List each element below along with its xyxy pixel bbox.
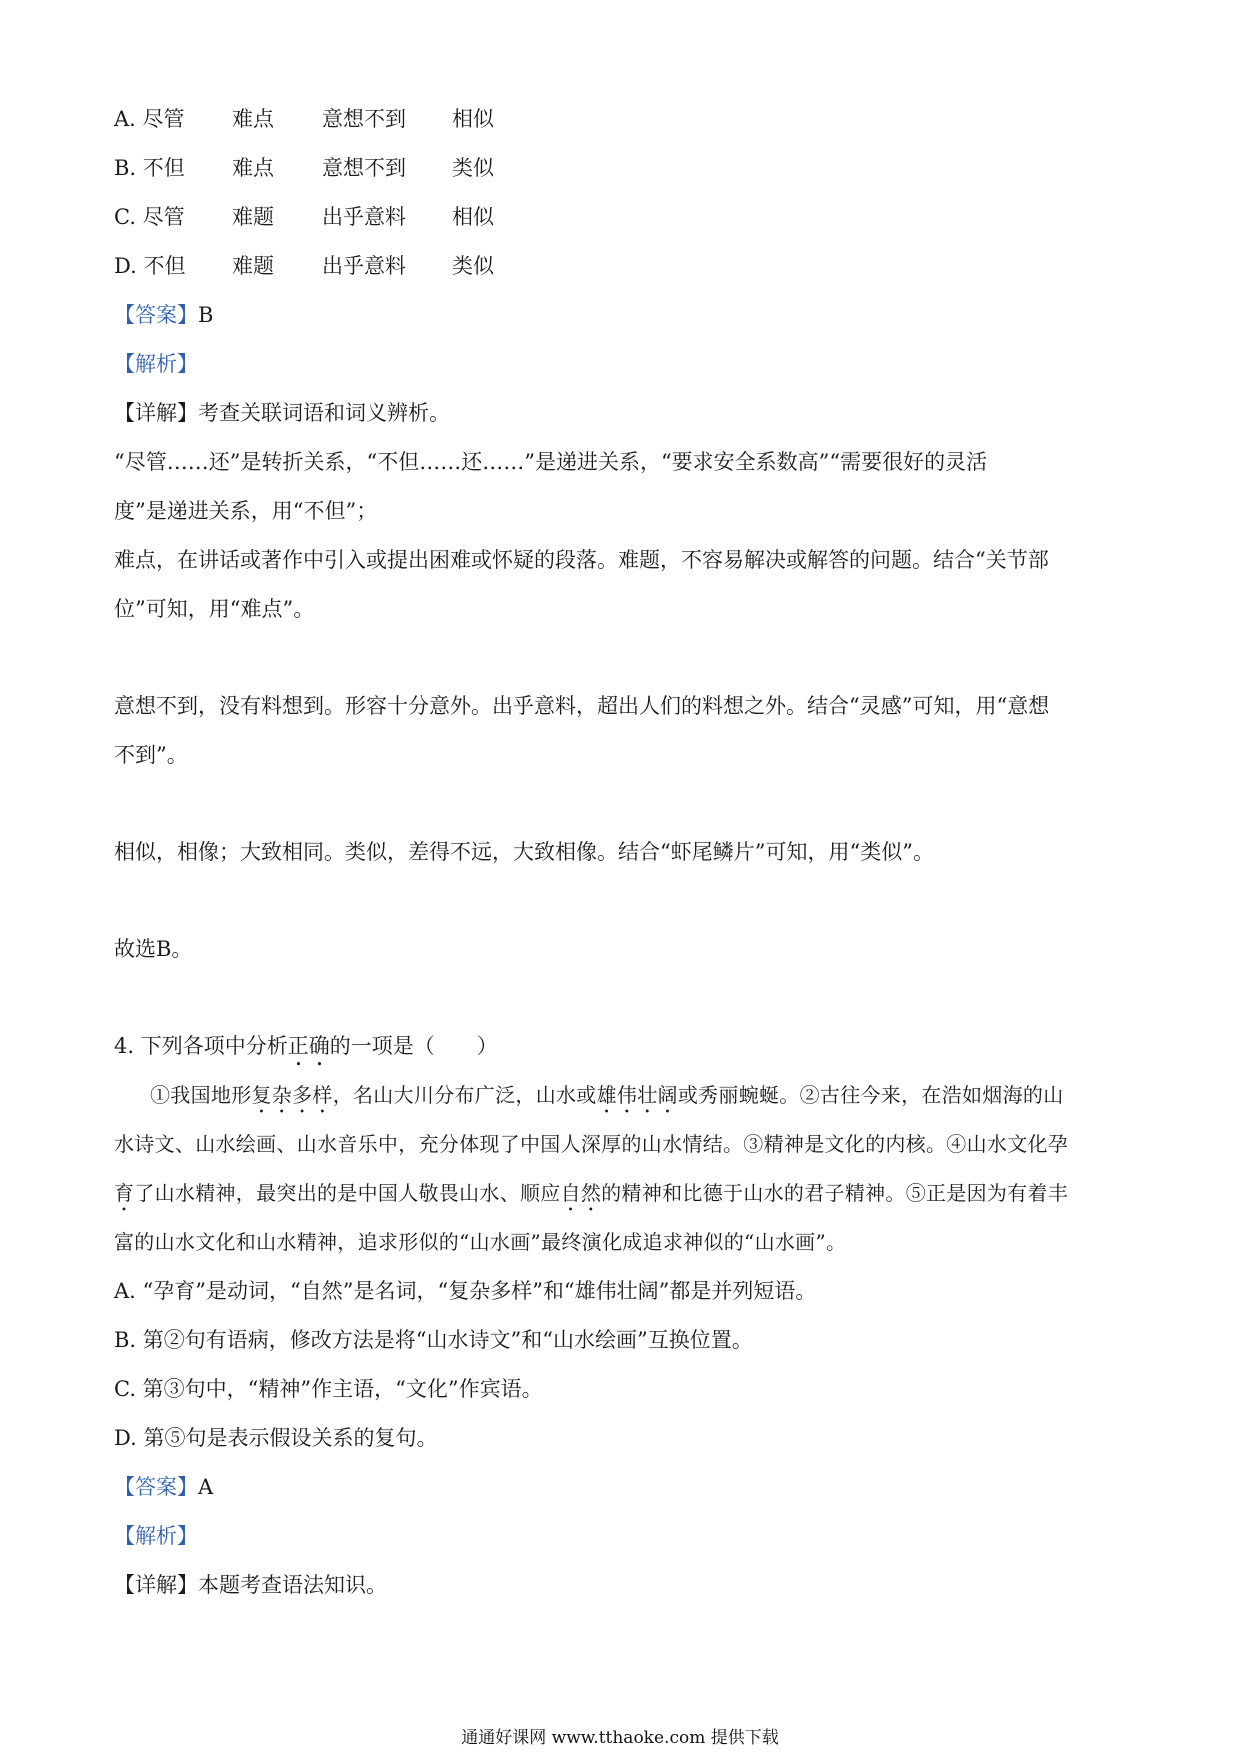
analysis-line (114, 349, 198, 379)
analysis-tag: 【解析】 (114, 1524, 198, 1548)
explanation-line: 不到”。 (114, 743, 188, 767)
analysis-line (114, 1521, 198, 1551)
explanation-line: 难点，在讲话或著作中引入或提出困难或怀疑的段落。难题，不容易解决或解答的问题。结合“关节部 (114, 548, 1049, 572)
answer-value: B (198, 303, 214, 327)
passage-line: ①我国地形复杂多样，名山大川分布广泛，山水或雄伟壮阔或秀丽蜿蜒。②古往今来，在浩如烟海的山 (150, 1083, 1064, 1107)
explanation-line: 意想不到，没有料想到。形容十分意外。出乎意料，超出人们的料想之外。结合“灵感”可知，用“意想 (114, 694, 1050, 718)
detail-tag: 【详解】 (114, 401, 198, 425)
page-footer: 通通好课网 www.tthaoke.com 提供下载 (461, 1728, 779, 1748)
option-a: A. 尽管 难点 意想不到 相似 (114, 107, 494, 131)
option-d: D. 不但 难题 出乎意料 类似 (114, 254, 494, 278)
option-b: B. 第②句有语病，修改方法是将“山水诗文”和“山水绘画”互换位置。 (114, 1328, 753, 1352)
explanation-line: 度”是递进关系，用“不但”； (114, 499, 378, 523)
option-b: B. 不但 难点 意想不到 类似 (114, 156, 494, 180)
analysis-tag: 【解析】 (114, 352, 198, 376)
answer-tag: 【答案】 (114, 303, 198, 327)
option-a: A. “孕育”是动词，“自然”是名词，“复杂多样”和“雄伟壮阔”都是并列短语。 (114, 1279, 817, 1303)
option-c: C. 第③句中，“精神”作主语，“文化”作宾语。 (114, 1377, 543, 1401)
answer-tag: 【答案】 (114, 1475, 198, 1499)
question-4-stem: 4. 下列各项中分析正确的一项是（ ） (114, 1034, 498, 1058)
option-d: D. 第⑤句是表示假设关系的复句。 (114, 1426, 438, 1450)
detail-tag: 【详解】 (114, 1573, 198, 1597)
option-c: C. 尽管 难题 出乎意料 相似 (114, 205, 494, 229)
answer-line (114, 1472, 213, 1502)
explanation-line: 位”可知，用“难点”。 (114, 597, 315, 621)
detail-line: 【详解】考查关联词语和词义辨析。 (114, 401, 450, 425)
answer-line (114, 300, 213, 330)
detail-line: 【详解】本题考查语法知识。 (114, 1573, 387, 1597)
passage-line: 育了山水精神，最突出的是中国人敬畏山水、顺应自然的精神和比德于山水的君子精神。⑤正是因为有着丰 (114, 1181, 1069, 1205)
explanation-line: “尽管……还”是转折关系，“不但……还……”是递进关系，“要求安全系数高”“需要很好的灵活 (114, 450, 988, 474)
passage-line: 富的山水文化和山水精神，追求形似的“山水画”最终演化成追求神似的“山水画”。 (114, 1230, 847, 1254)
explanation-line: 相似，相像；大致相同。类似，差得不远，大致相像。结合“虾尾鳞片”可知，用“类似”。 (114, 840, 934, 864)
passage-line: 水诗文、山水绘画、山水音乐中，充分体现了中国人深厚的山水情结。③精神是文化的内核。④山水文化孕 (114, 1132, 1069, 1156)
answer-value: A (198, 1475, 214, 1499)
conclusion-line: 故选B。 (114, 937, 193, 961)
